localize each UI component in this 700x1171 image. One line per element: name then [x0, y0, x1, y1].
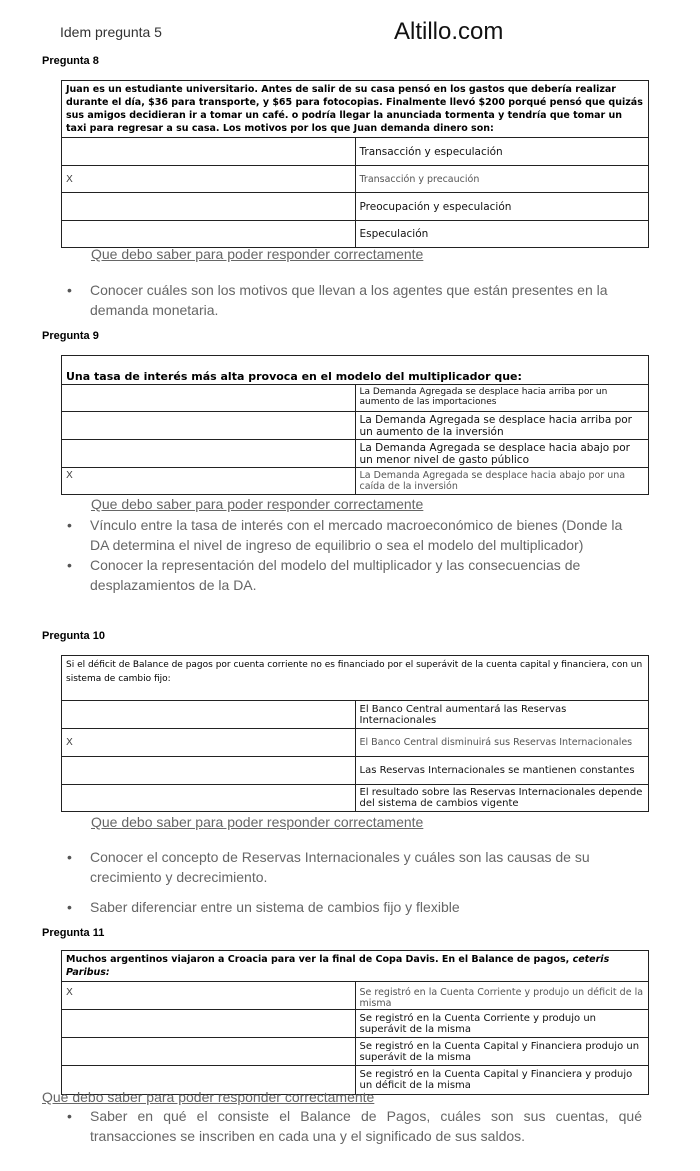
- question-11-option: X Se registró en la Cuenta Corriente y produjo un déficit de la misma: [62, 982, 649, 1010]
- tip-item: • Conocer cuáles son los motivos que llevan a los agentes que están presentes en la demanda monetaria.: [67, 282, 608, 318]
- study-guide-heading: Que debo saber para poder responder correctamente: [91, 246, 424, 262]
- question-8-option: Preocupación y especulación: [62, 193, 649, 221]
- bullet-icon: •: [67, 517, 72, 533]
- question-11-title: Pregunta 11: [42, 927, 105, 939]
- question-9-tips: [67, 515, 630, 595]
- question-9-option: X La Demanda Agregada se desplace hacia abajo por una caída de la inversión: [62, 468, 649, 495]
- question-8-option: X Transacción y precaución: [62, 166, 649, 193]
- question-10-table: [61, 655, 649, 812]
- question-10-option: El Banco Central aumentará las Reservas Internacionales: [62, 701, 649, 729]
- question-9-stem: Una tasa de interés más alta provoca en el modelo del multiplicador que:: [62, 356, 649, 385]
- bullet-icon: •: [67, 1108, 72, 1124]
- question-10-title: Pregunta 10: [42, 630, 105, 642]
- question-11-option: Se registró en la Cuenta Capital y Financiera y produjo un déficit de la misma: [62, 1066, 649, 1095]
- study-guide-heading: Que debo saber para poder responder correctamente: [91, 814, 424, 830]
- study-guide-heading: Que debo saber para poder responder correctamente: [91, 496, 424, 512]
- question-11-stem: Muchos argentinos viajaron a Croacia para ver la final de Copa Davis. En el Balance de pagos, ceteris Paribus:: [62, 951, 649, 982]
- question-10-option: Las Reservas Internacionales se mantienen constantes: [62, 757, 649, 785]
- question-8-tips: [67, 280, 638, 330]
- question-11-option: Se registró en la Cuenta Corriente y produjo un superávit de la misma: [62, 1010, 649, 1038]
- question-8-option: Especulación: [62, 221, 649, 248]
- question-9-option: La Demanda Agregada se desplace hacia arriba por un aumento de la inversión: [62, 412, 649, 440]
- question-10-stem: Si el déficit de Balance de pagos por cuenta corriente no es financiado por el superávit de la cuenta capital y financiera, con un sistema de cambio fijo:: [62, 656, 649, 701]
- bullet-icon: •: [67, 899, 72, 915]
- study-guide-heading: Que debo saber para poder responder correctamente: [42, 1089, 375, 1105]
- question-11-option: Se registró en la Cuenta Capital y Financiera produjo un superávit de la misma: [62, 1038, 649, 1066]
- tip-item: • Conocer la representación del modelo del multiplicador y las consecuencias de desplazamientos de la DA.: [67, 557, 581, 593]
- question-9-option: La Demanda Agregada se desplace hacia arriba por un aumento de las importaciones: [62, 385, 649, 412]
- question-10-tips: [67, 847, 638, 927]
- tip-item: • Conocer el concepto de Reservas Internacionales y cuáles son las causas de su crecimiento y decrecimiento.: [67, 849, 590, 885]
- question-10-option: X El Banco Central disminuirá sus Reservas Internacionales: [62, 729, 649, 757]
- question-11-tips: [67, 1106, 642, 1146]
- question-8-stem: Juan es un estudiante universitario. Antes de salir de su casa pensó en los gastos que debería realizar durante el día, $36 para transporte, y $65 para fotocopias. Finalmente llevó $200 porqué pensó que quizás sus amigos decidieran ir a tomar un café. o podría llegar la anunciada tormenta y tendría que tomar un taxi para regresar a su casa. Los motivos por los que Juan demanda dinero son:: [62, 81, 649, 138]
- question-10-option: El resultado sobre las Reservas Internacionales depende del sistema de cambios vigente: [62, 785, 649, 812]
- tip-item: • Saber diferenciar entre un sistema de cambios fijo y flexible: [67, 899, 460, 915]
- question-8-title: Pregunta 8: [42, 55, 99, 67]
- question-11-table: [61, 950, 649, 1095]
- tip-item: • Vínculo entre la tasa de interés con el mercado macroeconómico de bienes (Donde la DA determina el nivel de ingreso de equilibrio o sea el modelo del multiplicador): [67, 517, 623, 553]
- question-9-title: Pregunta 9: [42, 330, 99, 342]
- tip-item: • Saber en qué el consiste el Balance de Pagos, cuáles son sus cuentas, qué transacciones se inscriben en cada una y el significado de sus saldos.: [67, 1108, 642, 1144]
- bullet-icon: •: [67, 849, 72, 865]
- question-8-option: Transacción y especulación: [62, 138, 649, 166]
- question-9-table: [61, 355, 649, 495]
- question-8-table: [61, 80, 649, 248]
- site-brand: Altillo.com: [394, 18, 504, 45]
- bullet-icon: •: [67, 557, 72, 573]
- question-9-option: La Demanda Agregada se desplace hacia abajo por un menor nivel de gasto público: [62, 440, 649, 468]
- previous-question-note: Idem pregunta 5: [60, 24, 162, 40]
- bullet-icon: •: [67, 282, 72, 298]
